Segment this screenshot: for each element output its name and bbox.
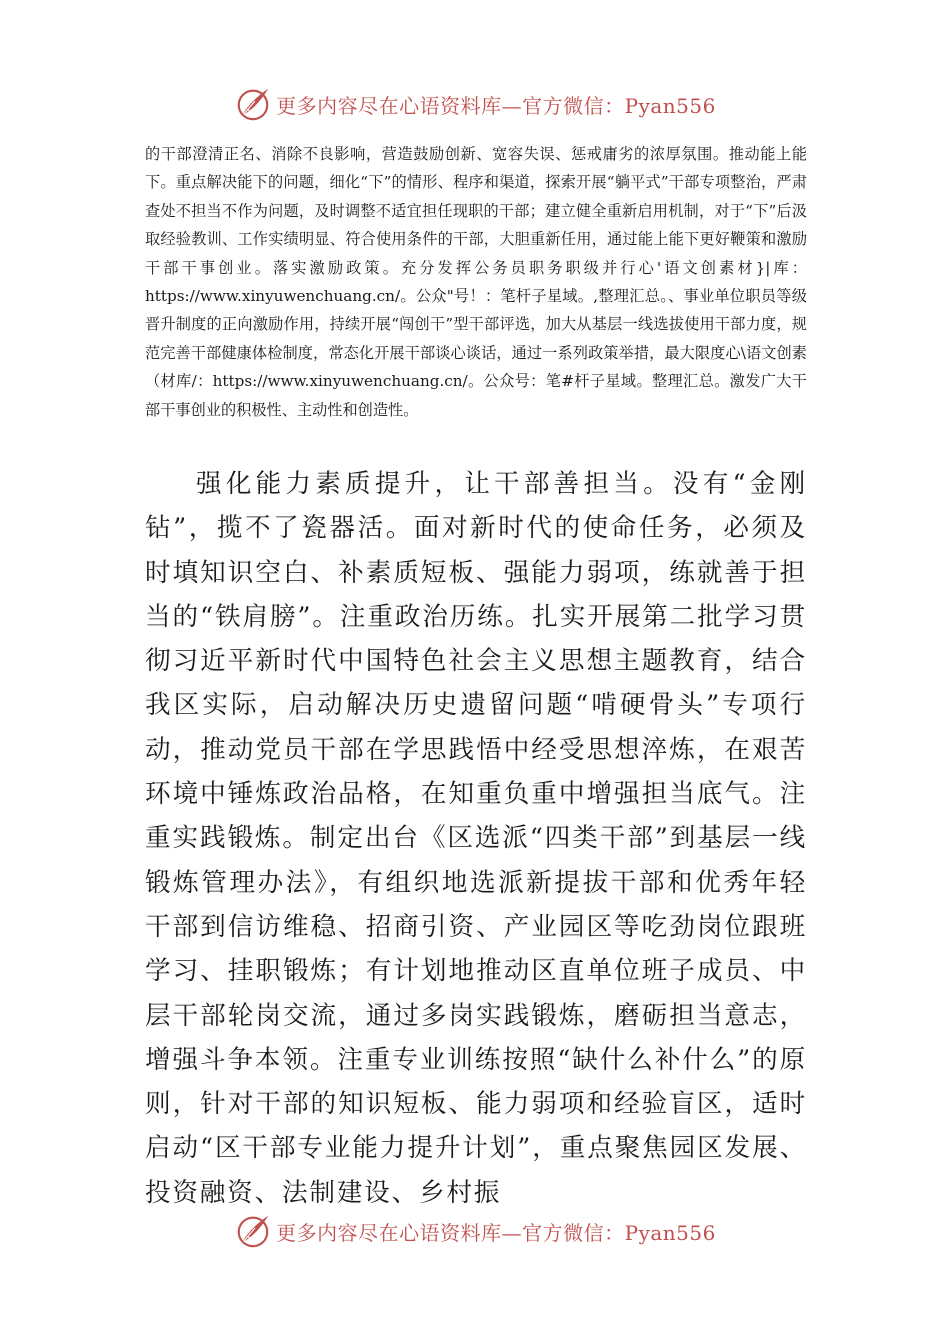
body-paragraph-large: 强化能力素质提升，让干部善担当。没有“金刚钻”，揽不了瓷器活。面对新时代的使命任务，必须及时填知识空白、补素质短板、强能力弱项，练就善于担当的“铁肩膀”。注重政治历练。扎实开展第二批学习贯彻习近平新时代中国特色社会主义思想主题教育，结合我区实际，启动解决历史遗留问题“啃硬骨头”专项行动，推动党员干部在学思践悟中经受思想淬炼，在艰苦环境中锤炼政治品格，在知重负重中增强担当底气。注重实践锻炼。制定出台《区选派“四类干部”到基层一线锻炼管理办法》，有组织地选派新提拔干部和优秀年轻干部到信访维稳、招商引资、产业园区等吃劲岗位跟班学习、挂职锻炼；有计划地推动区直单位班子成员、中层干部轮岗交流，通过多岗实践锻炼，磨砺担当意志，增强斗争本领。注重专业训练按照“缺什么补什么”的原则，针对干部的知识短板、能力弱项和经验盲区，适时启动“区干部专业能力提升计划”，重点聚焦园区发展、投资融资、法制建设、乡村振 [145, 469, 807, 1208]
footer-banner-text: 更多内容尽在心语资料库—官方微信：Pyan556 [276, 1220, 716, 1245]
quill-circle-logo-icon [234, 1212, 272, 1250]
quill-circle-logo-icon [234, 85, 272, 123]
header-banner [0, 84, 950, 124]
footer-banner [0, 1211, 950, 1251]
header-banner-text: 更多内容尽在心语资料库—官方微信：Pyan556 [276, 93, 716, 118]
body-paragraph-small: 的干部澄清正名、消除不良影响，营造鼓励创新、宽容失误、惩戒庸劣的浓厚氛围。推动能上能下。重点解决能下的问题，细化“下”的情形、程序和渠道，探索开展“躺平式”干部专项整治，严肃查处不担当不作为问题，及时调整不适宜担任现职的干部；建立健全重新启用机制，对于“下”后汲取经验教训、工作实绩明显、符合使用条件的干部，大胆重新任用，通过能上能下更好鞭策和激励干部干事创业。落实激励政策。充分发挥公务员职务职级并行心'语文创素材}|库：https://www.xinyuwenchuang.cn/。公众"号！：笔杆子星域。,整理汇总。、事业单位职员等级晋升制度的正向激励作用，持续开展“闯创干”型干部评选，加大从基层一线选拔使用干部力度，规范完善干部健康体检制度，常态化开展干部谈心谈话，通过一系列政策举措，最大限度心\语文创素（材库/：https://www.xinyuwenchuang.cn/。公众号：笔#杆子星域。整理汇总。激发广大干部干事创业的积极性、主动性和创造性。 [145, 145, 807, 419]
